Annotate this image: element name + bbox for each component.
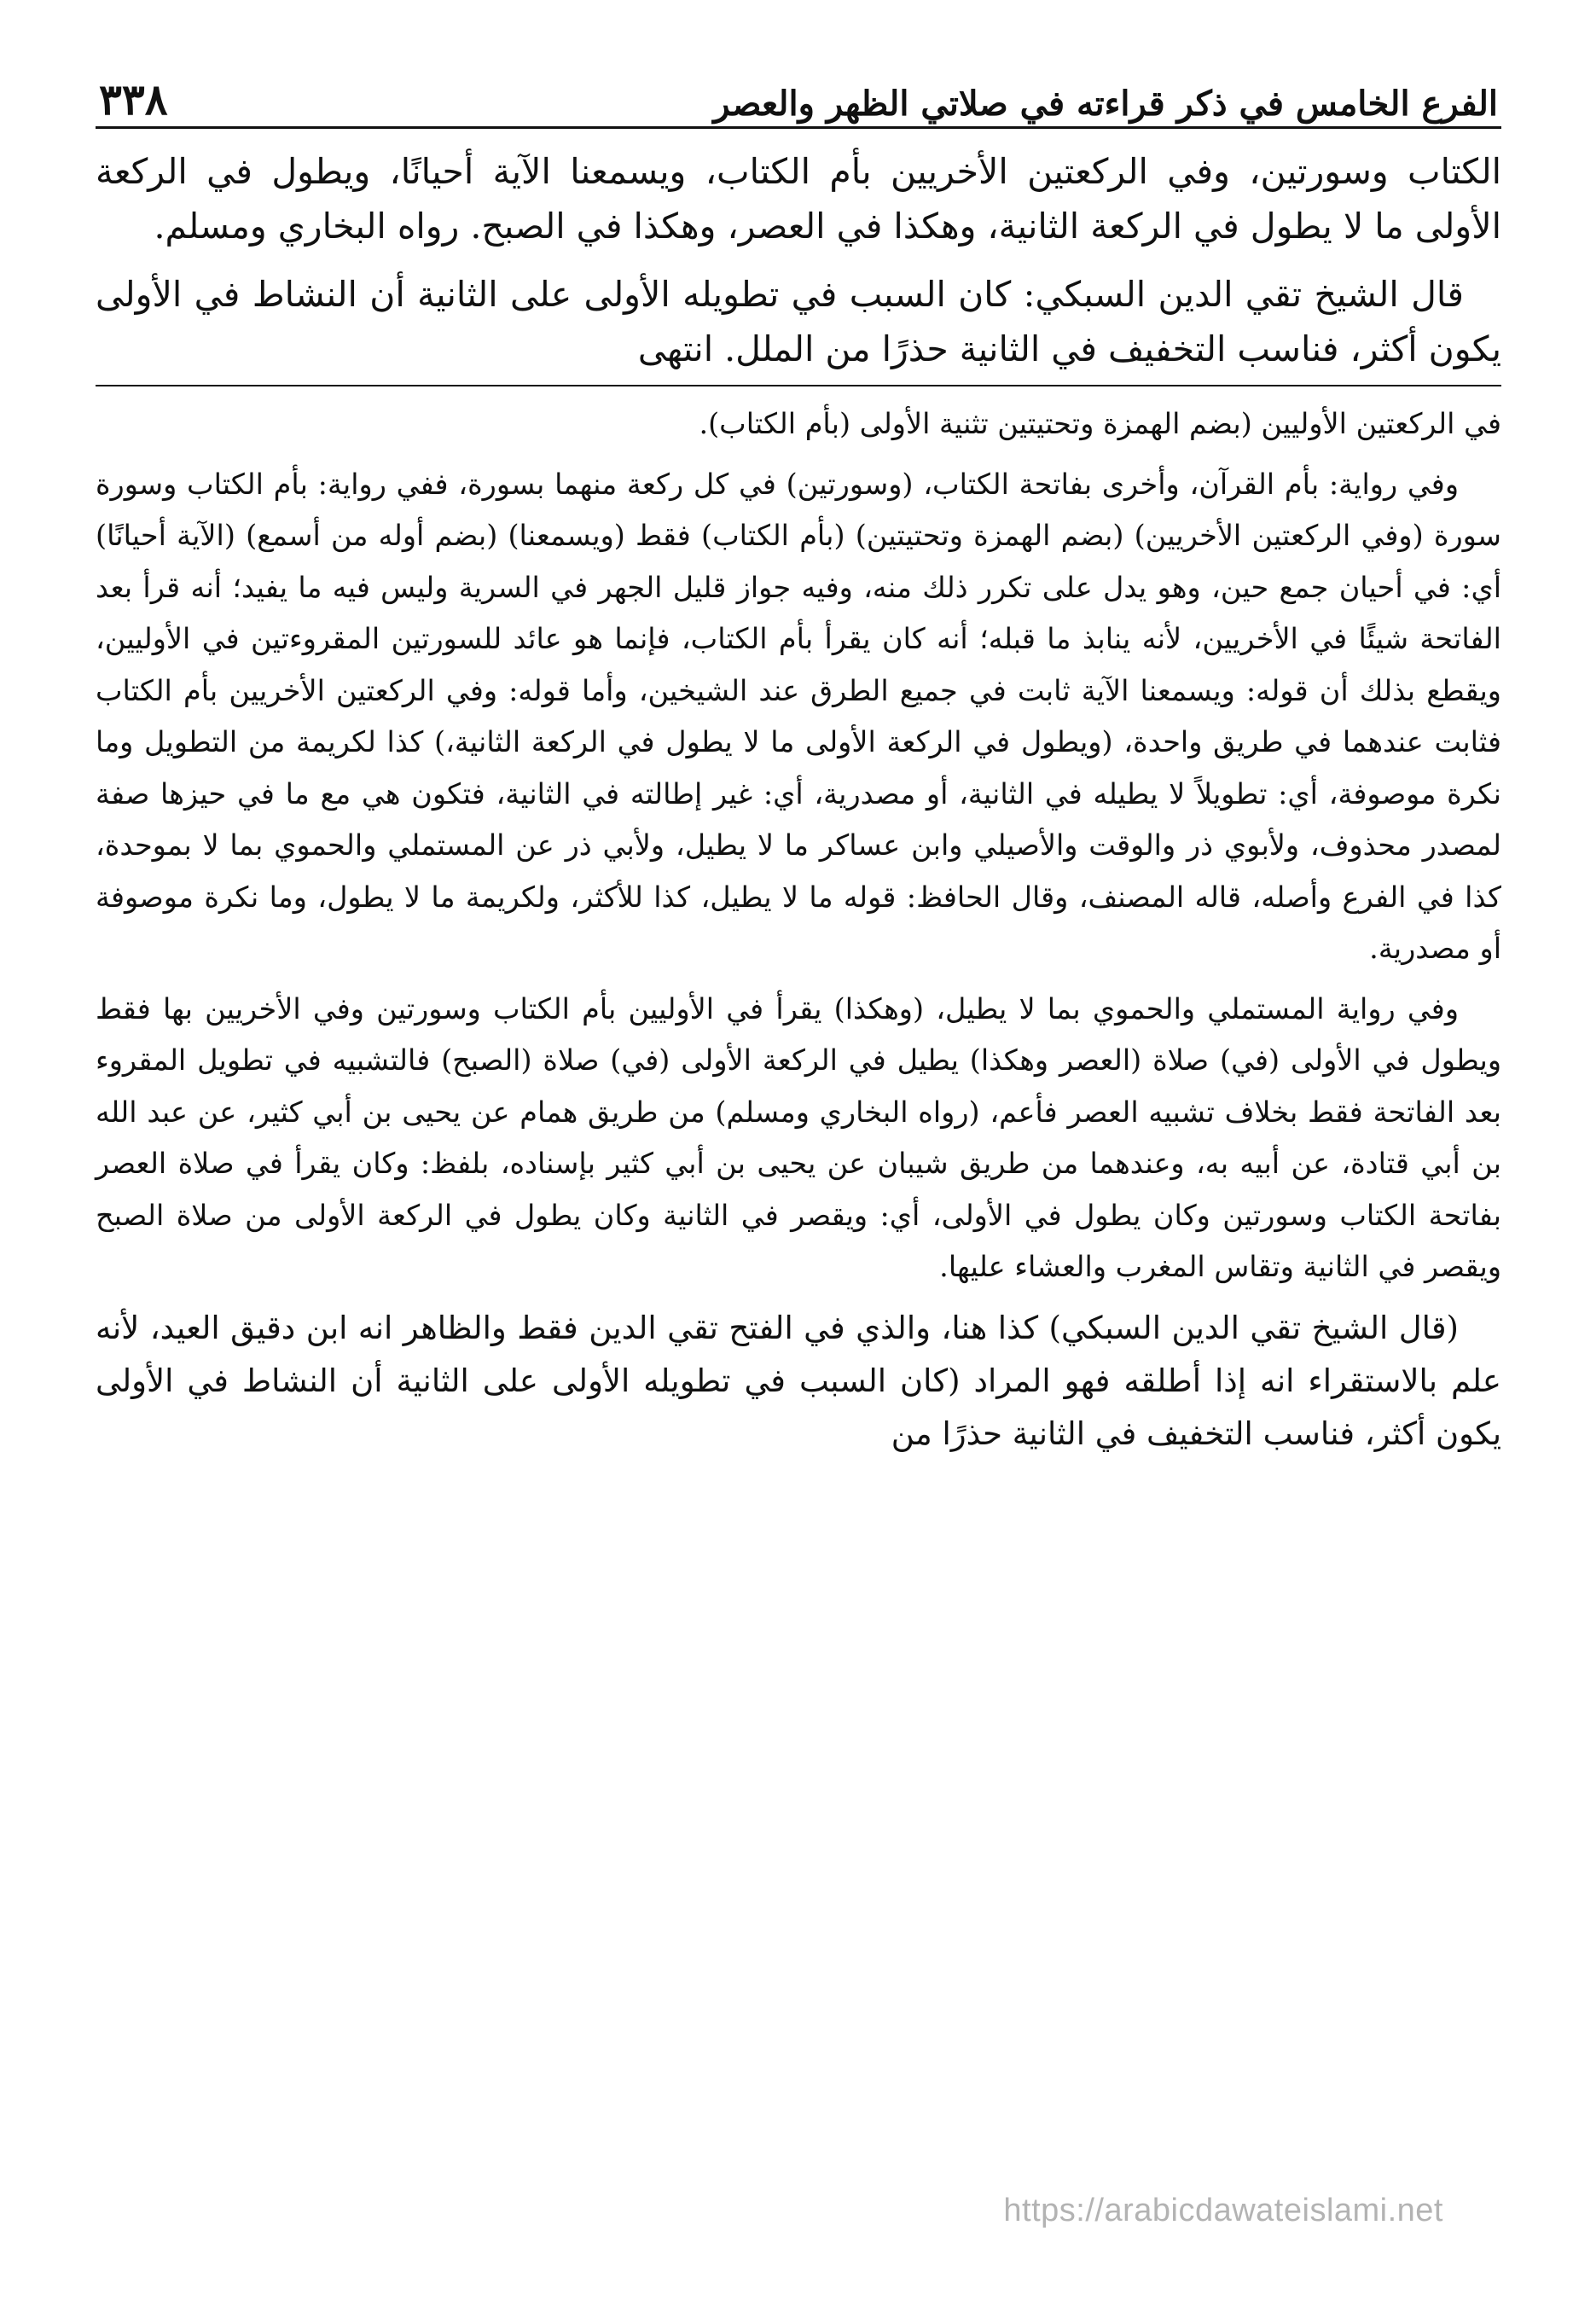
page-number: ٣٣٨	[99, 74, 168, 125]
commentary	[96, 398, 1501, 1461]
commentary-paragraph-2: وفي رواية: بأم القرآن، وأخرى بفاتحة الكتاب، (وسورتين) في كل ركعة منهما بسورة، ففي رواية: بأم الكتاب وسورة سورة (وفي الركعتين الأخريين) (بضم الهمزة وتحتيتين) (بأم الكتاب) فقط (ويسمعنا) (بضم أوله من أسمع) (الآية أحيانًا) أي: في أحيان جمع حين، وهو يدل على تكرر ذلك منه، وفيه جواز قليل الجهر في السرية وليس فيه ما يفيد؛ أنه قرأ بعد الفاتحة شيئًا في الأخريين، لأنه ينابذ ما قبله؛ أنه كان يقرأ بأم الكتاب، فإنما هو عائد للسورتين المقروءتين في الأوليين، ويقطع بذلك أن قوله: ويسمعنا الآية ثابت في جميع الطرق عند الشيخين، وأما قوله: وفي الركعتين الأخريين بأم الكتاب فثابت عندهما في طريق واحدة، (ويطول في الركعة الأولى ما لا يطول في الركعة الثانية،) كذا لكريمة من التطويل وما نكرة موصوفة، أي: تطويلاً لا يطيله في الثانية، أو مصدرية، أي: غير إطالته في الثانية، فتكون هي مع ما في حيزها صفة لمصدر محذوف، ولأبوي ذر والوقت والأصيلي وابن عساكر ما لا يطيل، ولأبي ذر عن المستملي والحموي بما لا بموحدة، كذا في الفرع وأصله، قاله المصنف، وقال الحافظ: قوله ما لا يطيل، كذا للأكثر، ولكريمة ما لا يطول، وما نكرة موصوفة أو مصدرية.	[96, 467, 1501, 965]
text-separator	[96, 385, 1501, 386]
hadith-text	[96, 144, 1501, 376]
hadith-paragraph-1: الكتاب وسورتين، وفي الركعتين الأخريين بأم الكتاب، ويسمعنا الآية أحيانًا، ويطول في الركعة الأولى ما لا يطول في الركعة الثانية، وهكذا في العصر، وهكذا في الصبح. رواه البخاري ومسلم.	[96, 151, 1501, 247]
book-page	[96, 75, 1501, 1461]
hadith-paragraph-2: قال الشيخ تقي الدين السبكي: كان السبب في تطويله الأولى على الثانية أن النشاط في الأولى يكون أكثر، فناسب التخفيف في الثانية حذرًا من الملل. انتهى	[96, 274, 1501, 369]
page-header	[96, 75, 1501, 129]
commentary-paragraph-1: في الركعتين الأوليين (بضم الهمزة وتحتيتين تثنية الأولى (بأم الكتاب).	[699, 407, 1501, 440]
watermark: https://arabicdawateislami.net	[1003, 2193, 1443, 2228]
commentary-paragraph-4: (قال الشيخ تقي الدين السبكي) كذا هنا، والذي في الفتح تقي الدين فقط والظاهر انه ابن دقيق العيد، لأنه علم بالاستقراء انه إذا أطلقه فهو المراد (كان السبب في تطويله الأولى على الثانية أن النشاط في الأولى يكون أكثر، فناسب التخفيف في الثانية حذرًا من	[96, 1309, 1501, 1452]
running-title: الفرع الخامس في ذكر قراءته في صلاتي الظهر والعصر	[713, 84, 1498, 124]
commentary-paragraph-3: وفي رواية المستملي والحموي بما لا يطيل، (وهكذا) يقرأ في الأوليين بأم الكتاب وسورتين وفي الأخريين بها فقط ويطول في الأولى (في) صلاة (العصر وهكذا) يطيل في الركعة الأولى (في) صلاة (الصبح) فالتشبيه في تطويل المقروء بعد الفاتحة فقط بخلاف تشبيه العصر فأعم، (رواه البخاري ومسلم) من طريق همام عن يحيى بن أبي كثير، عن عبد الله بن أبي قتادة، عن أبيه به، وعندهما من طريق شيبان عن يحيى بن أبي كثير بإسناده، بلفظ: وكان يقرأ في صلاة العصر بفاتحة الكتاب وسورتين وكان يطول في الأولى، أي: ويقصر في الثانية وكان يطول في الركعة الأولى من صلاة الصبح ويقصر في الثانية وتقاس المغرب والعشاء عليها.	[96, 991, 1501, 1283]
